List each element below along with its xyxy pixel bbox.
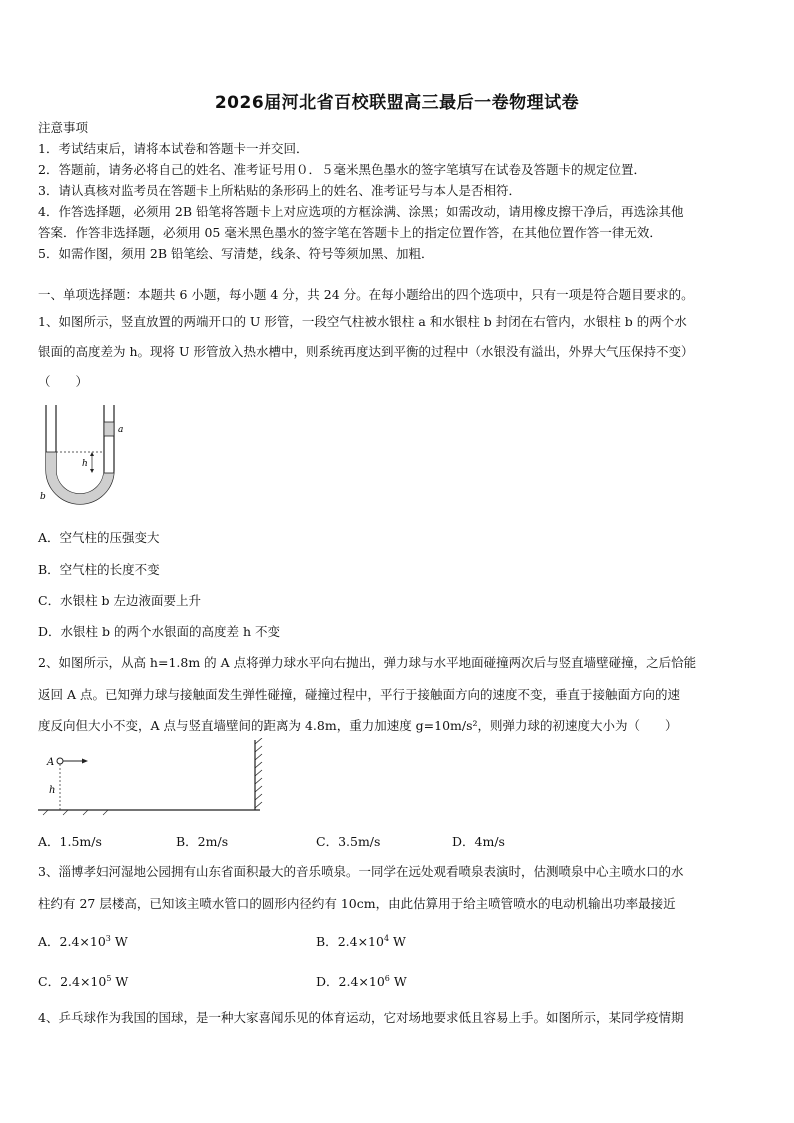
- question-2-text: 返回 A 点。已知弹力球与接触面发生弹性碰撞，碰撞过程中，平行于接触面方向的速度不变，垂直于接触面方向的速: [38, 687, 680, 702]
- option-unit: W: [110, 934, 128, 949]
- question-3-option-a: [38, 932, 128, 950]
- option-mantissa: 2.4×10: [59, 934, 106, 949]
- h-label: h: [49, 785, 56, 796]
- option-label: C．: [38, 974, 61, 989]
- question-2-option-d: D．4m/s: [452, 834, 505, 849]
- notice-item: 3．请认真核对监考员在答题卡上所粘贴的条形码上的姓名、准考证号与本人是否相符．: [38, 183, 521, 198]
- question-1-bracket: （ ）: [38, 374, 89, 389]
- question-2-option-b: B．2m/s: [176, 834, 229, 849]
- notice-item: 2．答题前，请务必将自己的姓名、准考证号用０．５毫米黑色墨水的签字笔填写在试卷及答题卡的规定位置．: [38, 162, 646, 177]
- u-tube-figure: [36, 400, 126, 510]
- option-exponent: 5: [106, 973, 112, 983]
- option-label: D．: [316, 974, 339, 989]
- option-unit: W: [111, 974, 129, 989]
- question-2-text: 度反向但大小不变，A 点与竖直墙壁间的距离为 4.8m，重力加速度 g=10m/s²，则弹力球的初速度大小为（ ）: [38, 718, 678, 733]
- option-exponent: 3: [105, 933, 111, 943]
- notice-item: 1．考试结束后，请将本试卷和答题卡一并交回．: [38, 141, 309, 156]
- question-3-text: 3、淄博孝妇河湿地公园拥有山东省面积最大的音乐喷泉。一同学在远处观看喷泉表演时，估测喷泉中心主喷水口的水: [38, 864, 684, 879]
- question-1-option-c: C．水银柱 b 左边液面要上升: [38, 593, 202, 608]
- option-unit: W: [389, 934, 406, 949]
- option-mantissa: 2.4×10: [337, 934, 384, 949]
- point-a-label: A: [47, 757, 55, 768]
- notice-item: 5．如需作图，须用 2B 铅笔绘、写清楚，线条、符号等须加黑、加粗．: [38, 246, 434, 261]
- h-label: h: [82, 459, 88, 469]
- question-3-option-c: [38, 972, 128, 990]
- question-1-text: 1、如图所示，竖直放置的两端开口的 U 形管，一段空气柱被水银柱 a 和水银柱 b 封闭在右管内，水银柱 b 的两个水: [38, 314, 687, 329]
- question-3-text: 柱约有 27 层楼高，已知该主喷水管口的圆形内径约有 10cm，由此估算用于给主喷管喷水的电动机输出功率最接近: [38, 896, 676, 911]
- question-3-option-d: [316, 972, 407, 990]
- wall-hatch: [255, 738, 262, 808]
- notice-heading: 注意事项: [38, 120, 89, 135]
- option-label: B．: [316, 934, 338, 949]
- option-mantissa: 2.4×10: [338, 974, 385, 989]
- option-label: A．: [38, 934, 60, 949]
- a-label: a: [118, 425, 124, 435]
- question-2-option-a: A．1.5m/s: [38, 834, 102, 849]
- question-1-option-b: B．空气柱的长度不变: [38, 562, 160, 577]
- option-unit: W: [389, 974, 407, 989]
- b-label: b: [40, 492, 46, 502]
- question-1-option-a: A．空气柱的压强变大: [38, 530, 160, 545]
- question-3-option-b: [316, 932, 406, 950]
- option-exponent: 4: [383, 933, 390, 943]
- section-heading: 一、单项选择题：本题共 6 小题，每小题 4 分，共 24 分。在每小题给出的四个选项中，只有一项是符合题目要求的。: [38, 287, 694, 302]
- question-2-text: 2、如图所示，从高 h=1.8m 的 A 点将弹力球水平向右抛出，弹力球与水平地面碰撞两次后与竖直墙壁碰撞，之后恰能: [38, 655, 697, 670]
- question-1-option-d: D．水银柱 b 的两个水银面的高度差 h 不变: [38, 624, 280, 639]
- option-exponent: 6: [384, 973, 390, 983]
- option-mantissa: 2.4×10: [60, 974, 107, 989]
- projectile-figure: [38, 738, 268, 818]
- notice-item: 4．作答选择题，必须用 2B 铅笔将答题卡上对应选项的方框涂满、涂黑；如需改动，请用橡皮擦干净后，再选涂其他: [38, 204, 684, 219]
- question-2-option-c: C．3.5m/s: [316, 834, 381, 849]
- question-4-text: 4、乒乓球作为我国的国球，是一种大家喜闻乐见的体育运动，它对场地要求低且容易上手。如图所示，某同学疫情期: [38, 1010, 684, 1025]
- notice-item: 答案．作答非选择题，必须用 05 毫米黑色墨水的签字笔在答题卡上的指定位置作答，在其他位置作答一律无效．: [38, 225, 662, 240]
- page-title: 2026届河北省百校联盟高三最后一卷物理试卷: [214, 93, 580, 113]
- question-1-text: 银面的高度差为 h。现将 U 形管放入热水槽中，则系统再度达到平衡的过程中（水银没有溢出，外界大气压保持不变）: [38, 344, 694, 359]
